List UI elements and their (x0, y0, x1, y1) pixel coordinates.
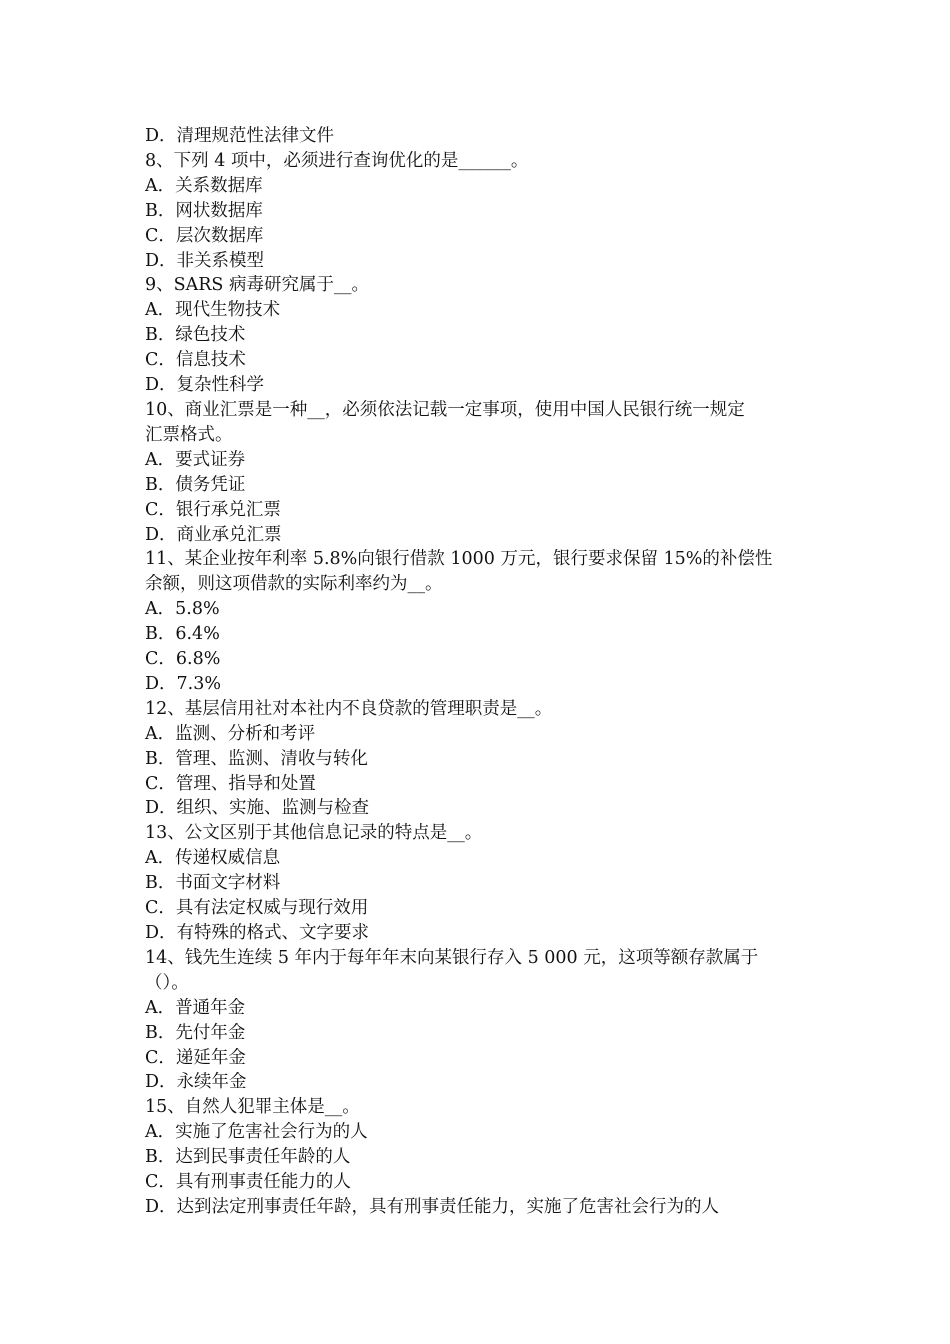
option-line: D．永续年金 (145, 1072, 247, 1093)
option-line: D．达到法定刑事责任年龄，具有刑事责任能力，实施了危害社会行为的人 (145, 1196, 720, 1217)
question-line: 8、下列 4 项中，必须进行查询优化的是______。 (145, 150, 529, 171)
option-line: D．组织、实施、监测与检查 (145, 798, 370, 819)
question-line: 10、商业汇票是一种__，必须依法记载一定事项，使用中国人民银行统一规定 (145, 399, 745, 420)
option-line: D．非关系模型 (145, 250, 265, 271)
option-line: C．具有刑事责任能力的人 (145, 1172, 351, 1193)
option-line: A．普通年金 (145, 997, 246, 1018)
option-line: A．实施了危害社会行为的人 (145, 1122, 368, 1143)
option-line: D．商业承兑汇票 (145, 524, 282, 545)
option-line: C．管理、指导和处置 (145, 773, 316, 794)
option-line: B．先付年金 (145, 1022, 246, 1043)
option-line: D．清理规范性法律文件 (145, 126, 335, 146)
option-line: C．6.8% (145, 649, 221, 670)
option-line: C．递延年金 (145, 1047, 246, 1068)
question-line: 11、某企业按年利率 5.8%向银行借款 1000 万元，银行要求保留 15%的补偿性 (145, 549, 773, 570)
option-line: B．达到民事责任年龄的人 (145, 1147, 351, 1168)
question-line: （）。 (145, 972, 189, 993)
option-line: A．传递权威信息 (145, 848, 281, 869)
question-line: 12、基层信用社对本社内不良贷款的管理职责是__。 (145, 698, 553, 719)
option-line: B．6.4% (145, 624, 220, 645)
option-line: A．关系数据库 (145, 175, 263, 196)
option-line: D．有特殊的格式、文字要求 (145, 923, 370, 943)
option-line: C．层次数据库 (145, 225, 264, 246)
question-line: 14、钱先生连续 5 年内于每年年末向某银行存入 5 000 元，这项等额存款属于 (145, 947, 759, 968)
question-line: 9、SARS 病毒研究属于__。 (145, 275, 369, 296)
option-line: B．债务凭证 (145, 474, 246, 495)
question-line: 汇票格式。 (145, 424, 233, 445)
option-line: C．信息技术 (145, 350, 246, 371)
option-line: B．书面文字材料 (145, 873, 281, 894)
option-line: B．绿色技术 (145, 325, 246, 346)
option-line: B．管理、监测、清收与转化 (145, 748, 368, 769)
document-body (145, 124, 810, 1220)
option-line: A．5.8% (145, 599, 220, 620)
option-line: C．银行承兑汇票 (145, 499, 281, 520)
option-line: A．现代生物技术 (145, 300, 281, 321)
option-line: A．要式证券 (145, 449, 246, 470)
option-line: D．7.3% (145, 673, 221, 694)
option-line: B．网状数据库 (145, 200, 263, 221)
question-line: 15、自然人犯罪主体是__。 (145, 1097, 360, 1118)
option-line: A．监测、分析和考评 (145, 723, 316, 744)
question-line: 余额，则这项借款的实际利率约为__。 (145, 574, 443, 595)
question-line: 13、公文区别于其他信息记录的特点是__。 (145, 823, 483, 844)
option-line: D．复杂性科学 (145, 375, 265, 396)
option-line: C．具有法定权威与现行效用 (145, 898, 369, 919)
